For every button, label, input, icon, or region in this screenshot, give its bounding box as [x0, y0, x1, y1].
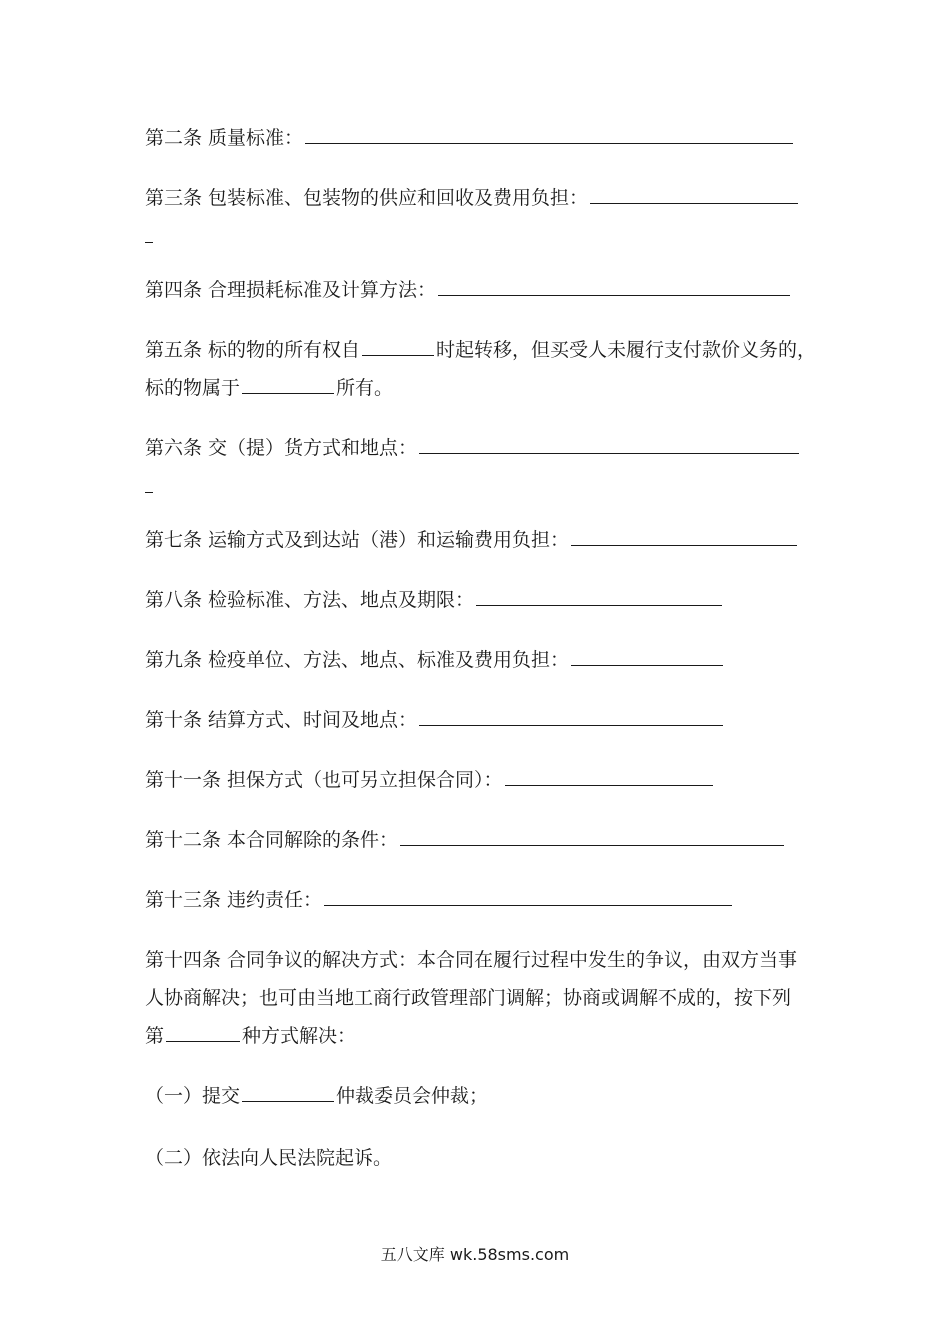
- clause-14-line-3: [145, 1024, 356, 1048]
- clause-7-blank[interactable]: [571, 529, 797, 546]
- clause-11: [145, 768, 713, 792]
- clause-4-blank[interactable]: [438, 279, 790, 296]
- clause-3-blank[interactable]: [590, 187, 798, 204]
- clause-9-blank[interactable]: [571, 649, 723, 666]
- option-2-text: （二）依法向人民法院起诉。: [145, 1147, 393, 1169]
- option-1-text-b: 仲裁委员会仲裁；: [336, 1085, 489, 1107]
- clause-4: [145, 278, 790, 302]
- clause-7-text: 第七条 运输方式及到达站（港）和运输费用负担：: [145, 529, 570, 551]
- clause-5-text-d: 所有。: [336, 377, 394, 399]
- page-footer: 五八文库 wk.58sms.com: [380, 1245, 570, 1264]
- option-2: [145, 1146, 392, 1170]
- clause-14-text-d: 种方式解决：: [242, 1025, 357, 1047]
- clause-3-blank-tail: [145, 242, 153, 243]
- clause-8-blank[interactable]: [476, 589, 722, 606]
- option-1-blank-arbitration[interactable]: [242, 1085, 334, 1102]
- clause-10-blank[interactable]: [419, 709, 723, 726]
- clause-14-text-c: 第: [145, 1025, 165, 1047]
- clause-4-text: 第四条 合理损耗标准及计算方法：: [145, 279, 437, 301]
- clause-14-text-b: 人协商解决；也可由当地工商行政管理部门调解；协商或调解不成的，按下列: [145, 987, 792, 1009]
- clause-5-blank-time[interactable]: [362, 339, 434, 356]
- clause-3-text: 第三条 包装标准、包装物的供应和回收及费用负担：: [145, 187, 589, 209]
- clause-6-text: 第六条 交（提）货方式和地点：: [145, 437, 418, 459]
- clause-5-blank-owner[interactable]: [242, 377, 334, 394]
- clause-14-text-a: 第十四条 合同争议的解决方式：本合同在履行过程中发生的争议，由双方当事: [145, 949, 798, 971]
- clause-9-text: 第九条 检疫单位、方法、地点、标准及费用负担：: [145, 649, 570, 671]
- clause-14-blank-option[interactable]: [166, 1025, 240, 1042]
- option-1: [145, 1084, 488, 1108]
- option-1-text-a: （一）提交: [145, 1085, 241, 1107]
- clause-6-blank-tail: [145, 492, 153, 493]
- clause-8: [145, 588, 722, 612]
- clause-5-text-b: 时起转移，但买受人未履行支付款价义务的，: [436, 339, 817, 361]
- clause-2: [145, 126, 793, 150]
- clause-11-text: 第十一条 担保方式（也可另立担保合同）：: [145, 769, 503, 791]
- clause-13-blank[interactable]: [324, 889, 732, 906]
- clause-13-text: 第十三条 违约责任：: [145, 889, 323, 911]
- clause-5-text-a: 第五条 标的物的所有权自: [145, 339, 361, 361]
- clause-13: [145, 888, 732, 912]
- clause-12-text: 第十二条 本合同解除的条件：: [145, 829, 399, 851]
- clause-11-blank[interactable]: [505, 769, 713, 786]
- clause-2-blank[interactable]: [305, 127, 793, 144]
- clause-6-blank[interactable]: [419, 437, 799, 454]
- clause-3: [145, 186, 798, 210]
- clause-5-line-2: [145, 376, 393, 400]
- clause-8-text: 第八条 检验标准、方法、地点及期限：: [145, 589, 475, 611]
- clause-14-line-2: [145, 986, 791, 1010]
- clause-5-line-1: [145, 338, 816, 362]
- clause-10-text: 第十条 结算方式、时间及地点：: [145, 709, 418, 731]
- clause-12: [145, 828, 784, 852]
- clause-2-text: 第二条 质量标准：: [145, 127, 304, 149]
- clause-9: [145, 648, 723, 672]
- clause-6: [145, 436, 799, 460]
- clause-10: [145, 708, 723, 732]
- clause-14-line-1: [145, 948, 797, 972]
- clause-5-text-c: 标的物属于: [145, 377, 241, 399]
- clause-7: [145, 528, 797, 552]
- clause-12-blank[interactable]: [400, 829, 784, 846]
